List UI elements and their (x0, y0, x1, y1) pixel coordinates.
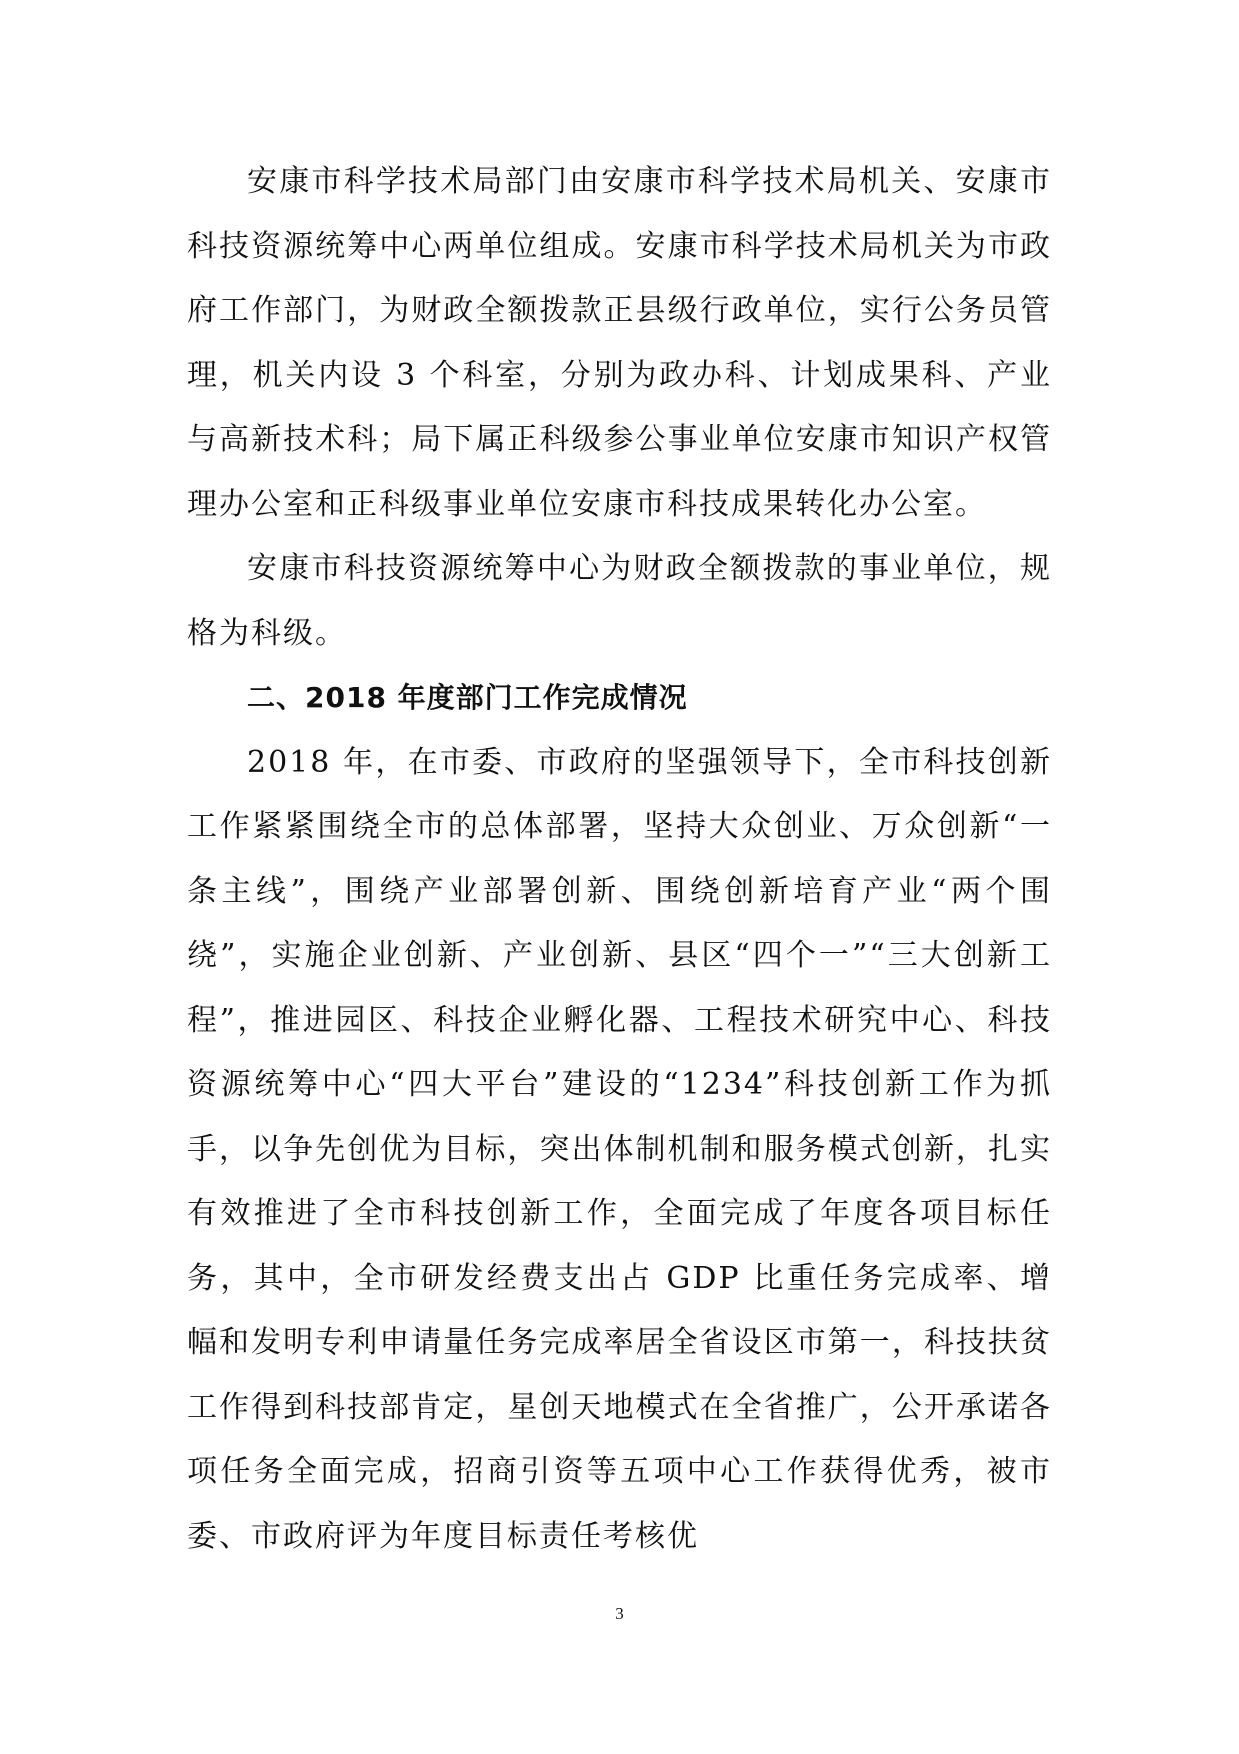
section-heading: 二、2018 年度部门工作完成情况 (247, 681, 688, 714)
intro-paragraph-1: 安康市科学技术局部门由安康市科学技术局机关、安康市科技资源统筹中心两单位组成。安康市科学技术局机关为市政府工作部门，为财政全额拨款正县级行政单位，实行公务员管理，机关内设 3 个科室，分别为政办科、计划成果科、产业与高新技术科；局下属正科级参公事业单位安康市知识产权管理办公室和正科级事业单位安康市科技成果转化办公室。 (187, 164, 1052, 522)
intro-paragraph-2: 安康市科技资源统筹中心为财政全额拨款的事业单位，规格为科级。 (187, 551, 1052, 651)
page-number: 3 (615, 1604, 624, 1623)
section-paragraph-1: 2018 年，在市委、市政府的坚强领导下，全市科技创新工作紧紧围绕全市的总体部署，坚持大众创业、万众创新“一条主线”，围绕产业部署创新、围绕创新培育产业“两个围绕”，实施企业创新、产业创新、县区“四个一”“三大创新工程”，推进园区、科技企业孵化器、工程技术研究中心、科技资源统筹中心“四大平台”建设的“1234”科技创新工作为抓手，以争先创优为目标，突出体制机制和服务模式创新，扎实有效推进了全市科技创新工作，全面完成了年度各项目标任务，其中，全市研发经费支出占 GDP 比重任务完成率、增幅和发明专利申请量任务完成率居全省设区市第一，科技扶贫工作得到科技部肯定，星创天地模式在全省推广，公开承诺各项任务全面完成，招商引资等五项中心工作获得优秀，被市委、市政府评为年度目标责任考核优 (187, 744, 1052, 1554)
document-page (187, 150, 1052, 1569)
